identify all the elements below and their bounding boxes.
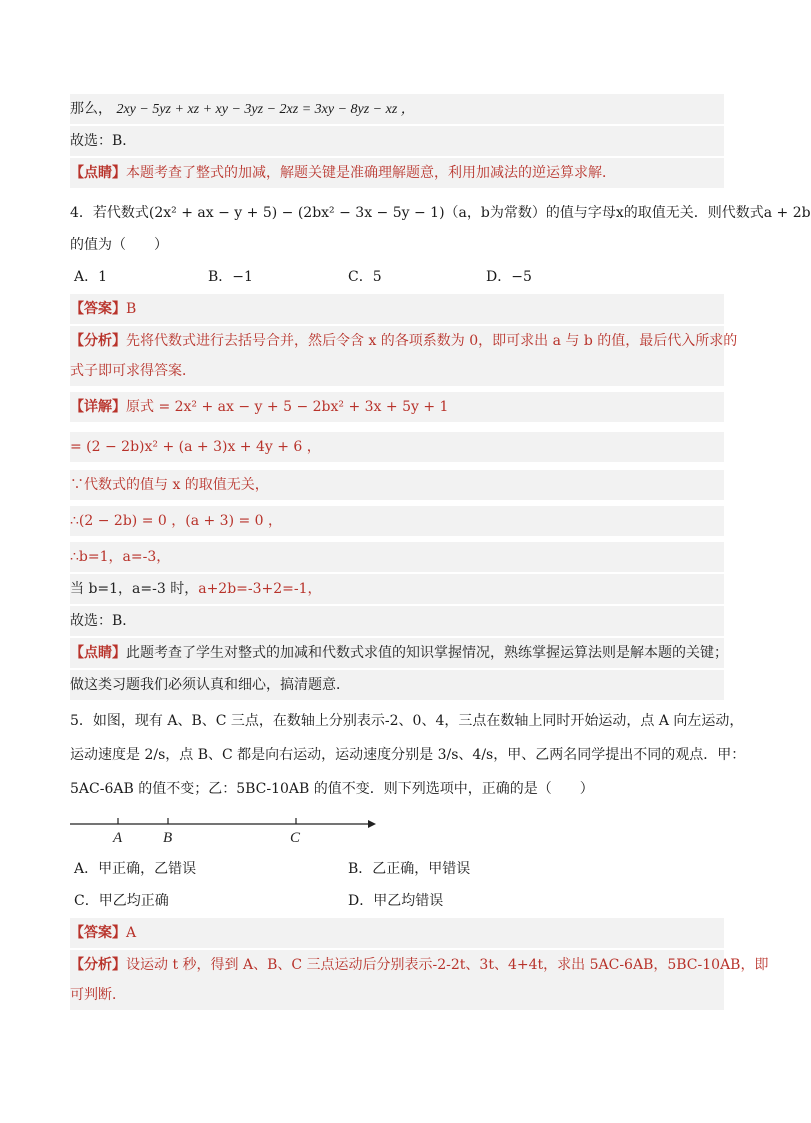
q5-option-c: C．甲乙均正确 bbox=[74, 893, 169, 909]
q4-option-c: C．5 bbox=[348, 269, 382, 285]
q5-answer-tag: 【答案】 bbox=[70, 925, 126, 941]
q3-comment bbox=[70, 158, 724, 188]
q4-detail-line3: ∵代数式的值与 x 的取值无关， bbox=[70, 470, 724, 500]
q4-comment-line2: 做这类习题我们必须认真和细心，搞清题意． bbox=[70, 670, 724, 700]
q4-stem-line2: 的值为（ ） bbox=[70, 237, 168, 253]
q4-options bbox=[70, 262, 724, 292]
q4-comment-text1: 此题考查了学生对整式的加减和代数式求值的知识掌握情况，熟练掌握运算法则是解本题的关键； bbox=[126, 645, 728, 661]
q4-detail-calc: a+2b=-3+2=-1， bbox=[198, 581, 322, 597]
number-line-arrow bbox=[368, 820, 376, 828]
label-c: C bbox=[290, 830, 301, 846]
q4-detail-text1: 原式 = 2x² + ax − y + 5 − 2bx² + 3x + 5y + 1 bbox=[126, 399, 449, 415]
q3-comment-text: 本题考查了整式的加减，解题关键是准确理解题意，利用加减法的逆运算求解． bbox=[126, 165, 616, 181]
q5-analysis-line1 bbox=[70, 950, 769, 980]
q4-option-d: D．−5 bbox=[486, 269, 532, 285]
number-line-figure bbox=[70, 810, 390, 850]
q4-analysis-line2: 式子即可求得答案． bbox=[70, 356, 724, 386]
q5-option-a: A．甲正确，乙错误 bbox=[74, 861, 197, 877]
label-b: B bbox=[163, 830, 173, 846]
q4-analysis-text1: 先将代数式进行去括号合并，然后令含 x 的各项系数为 0，即可求出 a 与 b 的值，最后代入所求的 bbox=[126, 333, 738, 349]
q4-detail-line4: ∴(2 − 2b) = 0 ，(a + 3) = 0 ， bbox=[70, 506, 724, 536]
q4-analysis-tag: 【分析】 bbox=[70, 333, 126, 349]
q5-analysis-text1: 设运动 t 秒，得到 A、B、C 三点运动后分别表示-2-2t、3t、4+4t，求出 5AC-6AB，5BC-10AB，即 bbox=[126, 957, 769, 973]
q3-comment-tag: 【点睛】 bbox=[70, 165, 126, 181]
q4-option-a: A．1 bbox=[74, 269, 108, 285]
label-a: A bbox=[113, 830, 123, 846]
q3-equation: 2xy − 5yz + xz + xy − 3yz − 2xz = 3xy − 8yz − xz ， bbox=[116, 102, 415, 117]
q4-answer-tag: 【答案】 bbox=[70, 301, 126, 317]
q4-answer bbox=[70, 294, 724, 324]
q4-comment-tag: 【点睛】 bbox=[70, 645, 126, 661]
q4-detail-line1 bbox=[70, 392, 724, 422]
q4-option-b: B．−1 bbox=[208, 269, 253, 285]
q5-options-row2 bbox=[70, 886, 724, 916]
q5-options-row1 bbox=[70, 854, 724, 884]
q5-answer-value: A bbox=[126, 925, 137, 941]
q4-detail-when: 当 b=1，a=-3 时， bbox=[70, 581, 199, 597]
q3-choice: 故选：B． bbox=[70, 126, 724, 156]
q4-detail-line5: ∴b=1，a=-3， bbox=[70, 542, 724, 572]
q4-detail-line2: = (2 − 2b)x² + (a + 3)x + 4y + 6 ， bbox=[70, 432, 724, 462]
q4-choice: 故选：B． bbox=[70, 606, 724, 636]
q5-analysis-line2: 可判断． bbox=[70, 980, 724, 1010]
q5-answer bbox=[70, 918, 724, 948]
q5-stem-line2: 运动速度是 2/s，点 B、C 都是向右运动，运动速度分别是 3/s、4/s，甲、乙两名同学提出不同的观点．甲： bbox=[70, 747, 746, 763]
q4-detail-tag: 【详解】 bbox=[70, 399, 126, 415]
q5-stem-line3: 5AC-6AB 的值不变；乙：5BC-10AB 的值不变．则下列选项中，正确的是（ ） bbox=[70, 781, 594, 797]
q4-answer-value: B bbox=[126, 301, 137, 317]
q5-option-d: D．甲乙均错误 bbox=[348, 893, 444, 909]
q4-detail-line6 bbox=[70, 574, 724, 604]
q5-stem-line1: 5．如图，现有 A、B、C 三点，在数轴上分别表示-2、0、4，三点在数轴上同时开始运动，点 A 向左运动， bbox=[70, 713, 744, 729]
q4-stem-line1: 4．若代数式(2x² + ax − y + 5) − (2bx² − 3x − 5y − 1)（a，b为常数）的值与字母x的取值无关．则代数式a + 2b bbox=[70, 205, 811, 221]
q5-option-b: B．乙正确，甲错误 bbox=[348, 861, 471, 877]
q5-analysis-tag: 【分析】 bbox=[70, 957, 126, 973]
q3-prefix: 那么， bbox=[70, 101, 112, 117]
q4-analysis-line1 bbox=[70, 326, 738, 356]
q3-line-equation bbox=[70, 94, 724, 124]
q4-comment-line1 bbox=[70, 638, 728, 668]
